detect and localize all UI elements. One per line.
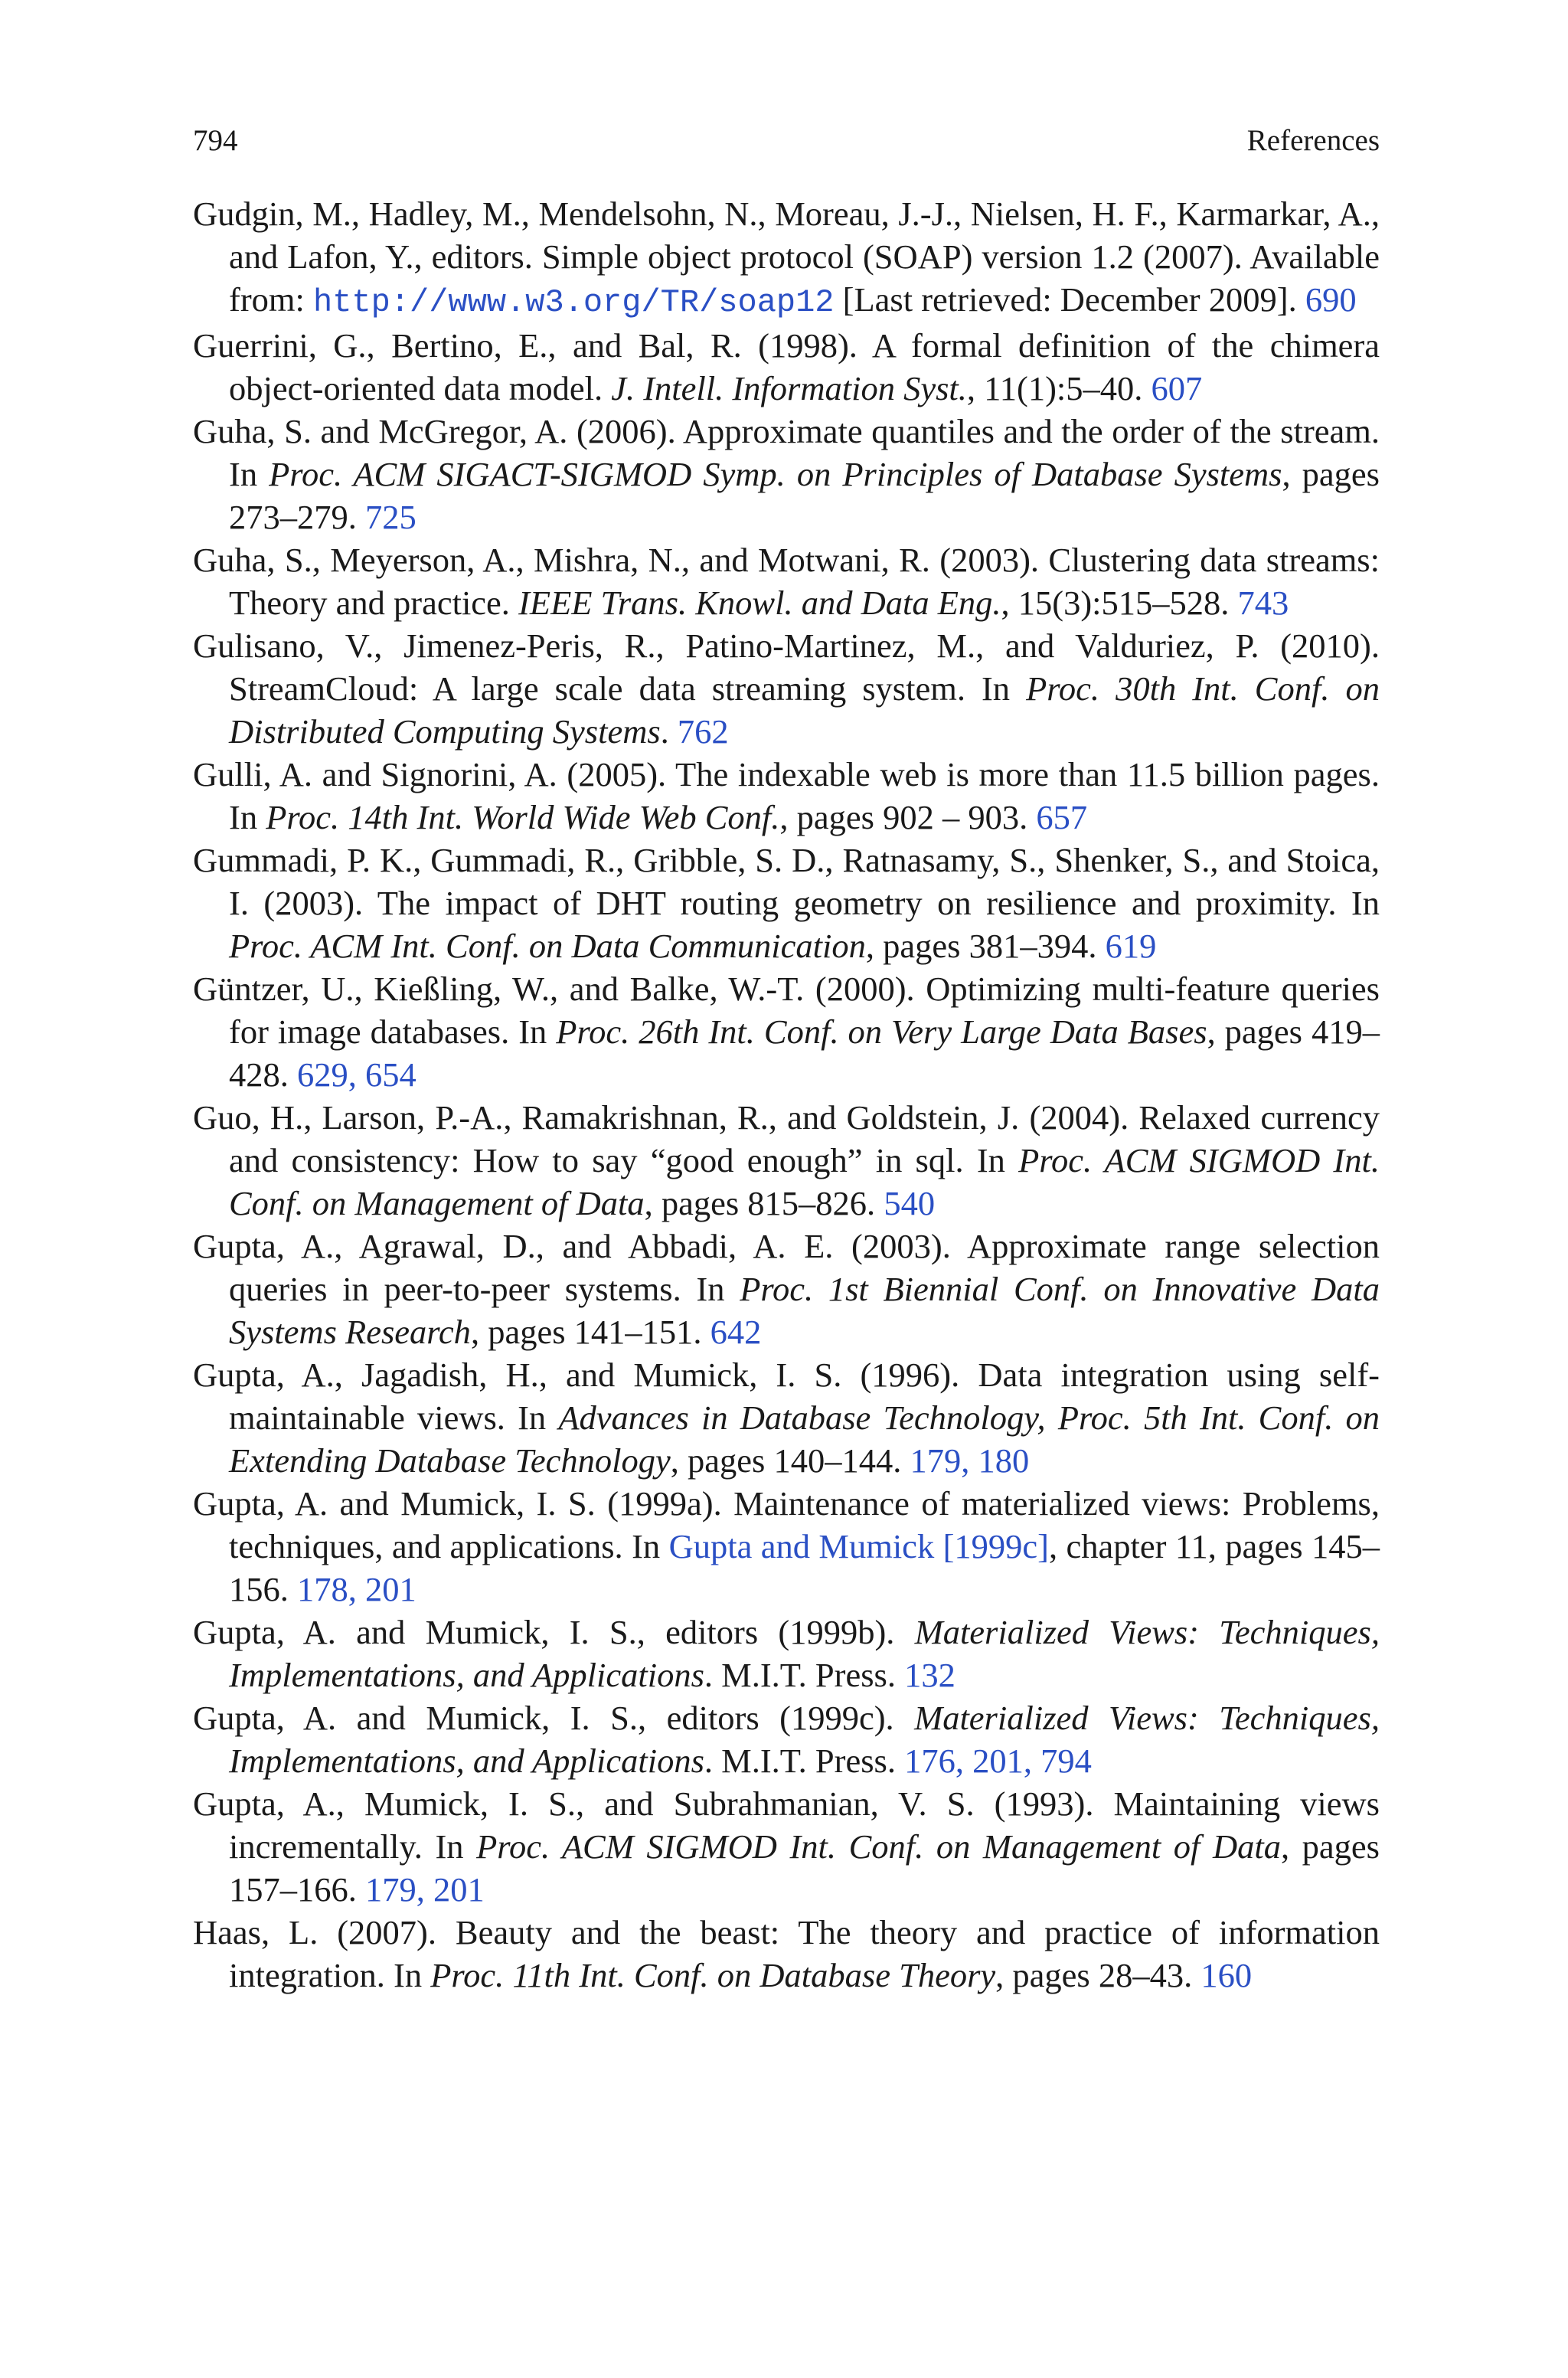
reference-venue: Materialized Views: Techniques, Implementations, and Applications xyxy=(229,1613,1380,1694)
page-number: 794 xyxy=(193,124,238,157)
backref-page-link[interactable]: 607 xyxy=(1151,369,1203,407)
backref-page-link[interactable]: 176, 201, 794 xyxy=(904,1742,1092,1780)
reference-entry xyxy=(193,839,1380,967)
reference-entry xyxy=(193,624,1380,753)
reference-entry xyxy=(193,1911,1380,1997)
reference-list xyxy=(193,192,1380,1997)
reference-venue: Proc. ACM SIGACT-SIGMOD Symp. on Principles of Database Systems xyxy=(269,455,1282,493)
reference-text: Gupta, A. and Mumick, I. S. (1999a). Maintenance of materialized views: Problems, techniques, and applications. In xyxy=(193,1484,1380,1565)
reference-venue: Proc. 30th Int. Conf. on Distributed Computing Systems xyxy=(229,669,1380,751)
reference-venue: Proc. 1st Biennial Conf. on Innovative Data Systems Research xyxy=(229,1270,1380,1351)
reference-text: , pages 140–144. xyxy=(670,1441,910,1480)
backref-page-link[interactable]: 132 xyxy=(904,1656,956,1694)
backref-page-link[interactable]: 725 xyxy=(365,498,416,536)
reference-text: , 15(3):515–528. xyxy=(1001,584,1238,622)
reference-entry xyxy=(193,1611,1380,1696)
reference-entry xyxy=(193,1782,1380,1911)
reference-text: , pages 141–151. xyxy=(470,1313,710,1351)
reference-venue: Materialized Views: Techniques, Implementations, and Applications xyxy=(229,1699,1380,1780)
backref-page-link[interactable]: 642 xyxy=(710,1313,762,1351)
reference-entry xyxy=(193,1096,1380,1225)
section-title: References xyxy=(1246,124,1380,157)
backref-page-link[interactable]: 179, 180 xyxy=(910,1441,1030,1480)
reference-venue: Advances in Database Technology, Proc. 5th Int. Conf. on Extending Database Technology xyxy=(229,1398,1380,1480)
backref-page-link[interactable]: 629, 654 xyxy=(297,1055,416,1094)
reference-text: Haas, L. (2007). Beauty and the beast: The theory and practice of information integration. In xyxy=(193,1913,1380,1994)
backref-page-link[interactable]: 762 xyxy=(677,712,729,751)
reference-text: Gulli, A. and Signorini, A. (2005). The indexable web is more than 11.5 billion pages. In xyxy=(193,755,1380,836)
reference-text: , pages 815–826. xyxy=(644,1184,884,1222)
reference-entry xyxy=(193,1696,1380,1782)
reference-text: Güntzer, U., Kießling, W., and Balke, W.-T. (2000). Optimizing multi-feature queries for image databases. In xyxy=(193,970,1380,1051)
reference-text: Guha, S., Meyerson, A., Mishra, N., and Motwani, R. (2003). Clustering data streams: Theory and practice. xyxy=(193,541,1380,622)
backref-page-link[interactable]: 619 xyxy=(1105,927,1157,965)
reference-text: Gupta, A., Agrawal, D., and Abbadi, A. E. (2003). Approximate range selection queries in peer-to-peer systems. In xyxy=(193,1227,1380,1308)
reference-text: , 11(1):5–40. xyxy=(966,369,1152,407)
reference-entry xyxy=(193,192,1380,324)
backref-page-link[interactable]: 179, 201 xyxy=(365,1870,485,1909)
reference-text: Gupta, A. and Mumick, I. S., editors (1999c). xyxy=(193,1699,915,1737)
reference-text: Gupta, A. and Mumick, I. S., editors (1999b). xyxy=(193,1613,915,1651)
reference-text: Guha, S. and McGregor, A. (2006). Approximate quantiles and the order of the stream. In xyxy=(193,412,1380,493)
reference-text: , pages 273–279. xyxy=(229,455,1380,536)
running-head xyxy=(193,119,1380,162)
cross-reference-link[interactable]: Gupta and Mumick [1999c] xyxy=(668,1527,1049,1565)
reference-entry xyxy=(193,1353,1380,1482)
reference-venue: Proc. ACM SIGMOD Int. Conf. on Management of Data xyxy=(476,1827,1281,1866)
reference-venue: Proc. ACM Int. Conf. on Data Communication xyxy=(229,927,866,965)
reference-entry xyxy=(193,967,1380,1096)
reference-venue: Proc. 26th Int. Conf. on Very Large Data Bases xyxy=(556,1012,1207,1051)
reference-entry xyxy=(193,1482,1380,1611)
reference-text: Guerrini, G., Bertino, E., and Bal, R. (1998). A formal definition of the chimera object-oriented data model. xyxy=(193,326,1380,407)
backref-page-link[interactable]: 743 xyxy=(1237,584,1289,622)
reference-text: Guo, H., Larson, P.-A., Ramakrishnan, R., and Goldstein, J. (2004). Relaxed currency and consistency: How to say “good enough” in sql. In xyxy=(193,1098,1380,1179)
reference-text: , pages 419–428. xyxy=(229,1012,1380,1094)
reference-venue: IEEE Trans. Knowl. and Data Eng. xyxy=(518,584,1001,622)
reference-url-link[interactable]: http://www.w3.org/TR/soap12 xyxy=(313,284,835,321)
backref-page-link[interactable]: 690 xyxy=(1305,280,1357,319)
reference-venue: Proc. ACM SIGMOD Int. Conf. on Management of Data xyxy=(229,1141,1380,1222)
reference-entry xyxy=(193,1225,1380,1353)
reference-text: Gupta, A., Mumick, I. S., and Subrahmanian, V. S. (1993). Maintaining views incrementally. In xyxy=(193,1784,1380,1866)
reference-text: Gummadi, P. K., Gummadi, R., Gribble, S. D., Ratnasamy, S., Shenker, S., and Stoica, I. (2003). The impact of DHT routing geometry on resilience and proximity. In xyxy=(193,841,1380,922)
reference-text: , pages 157–166. xyxy=(229,1827,1380,1909)
reference-text: , pages 381–394. xyxy=(865,927,1106,965)
reference-text: , chapter 11, pages 145–156. xyxy=(229,1527,1380,1608)
reference-text: Gupta, A., Jagadish, H., and Mumick, I. S. (1996). Data integration using self-maintainable views. In xyxy=(193,1356,1380,1437)
reference-text: Gudgin, M., Hadley, M., Mendelsohn, N., Moreau, J.-J., Nielsen, H. F., Karmarkar, A., and Lafon, Y., editors. Simple object protocol (SOAP) version 1.2 (2007). Available from: xyxy=(193,195,1380,319)
backref-page-link[interactable]: 540 xyxy=(884,1184,936,1222)
reference-entry xyxy=(193,410,1380,538)
reference-text: , pages 28–43. xyxy=(995,1956,1201,1994)
reference-text: , pages 902 – 903. xyxy=(779,798,1037,836)
backref-page-link[interactable]: 160 xyxy=(1200,1956,1253,1994)
reference-entry xyxy=(193,538,1380,624)
backref-page-link[interactable]: 178, 201 xyxy=(297,1570,416,1608)
reference-text: Gulisano, V., Jimenez-Peris, R., Patino-Martinez, M., and Valduriez, P. (2010). StreamCloud: A large scale data streaming system. In xyxy=(193,626,1380,708)
reference-text: . xyxy=(660,712,678,751)
reference-venue: J. Intell. Information Syst. xyxy=(611,369,967,407)
reference-text: . M.I.T. Press. xyxy=(704,1656,905,1694)
backref-page-link[interactable]: 657 xyxy=(1036,798,1088,836)
reference-entry xyxy=(193,324,1380,410)
reference-venue: Proc. 14th Int. World Wide Web Conf. xyxy=(266,798,780,836)
reference-text: . M.I.T. Press. xyxy=(704,1742,905,1780)
reference-entry xyxy=(193,753,1380,839)
reference-text: [Last retrieved: December 2009]. xyxy=(834,280,1305,319)
reference-venue: Proc. 11th Int. Conf. on Database Theory xyxy=(430,1956,996,1994)
